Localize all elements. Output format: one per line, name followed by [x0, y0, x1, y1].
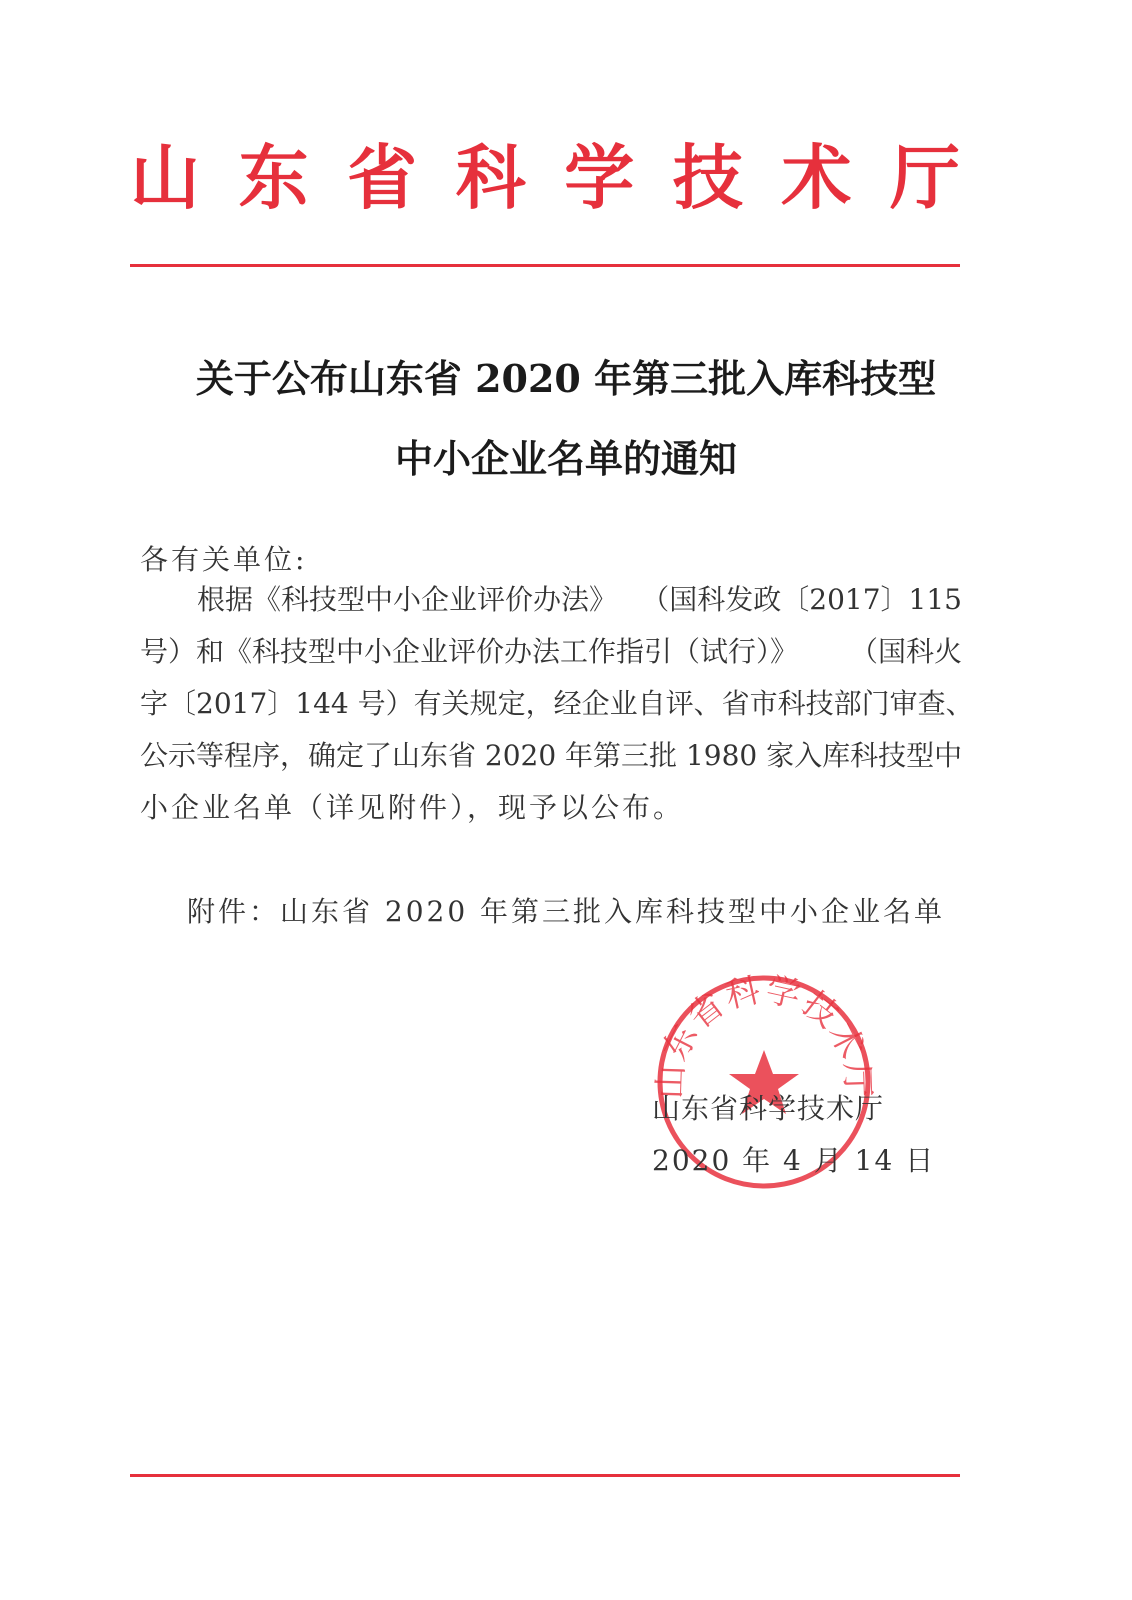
letterhead-divider-top — [130, 264, 960, 267]
letterhead-char: 术 — [781, 137, 852, 219]
document-title-line-1: 关于公布山东省 2020 年第三批入库科技型 — [195, 356, 937, 401]
letterhead-char: 学 — [564, 137, 635, 219]
document-title-line-2: 中小企业名单的通知 — [394, 436, 737, 481]
body-line — [140, 788, 962, 828]
body-segment: 小企业名单（详见附件），现予以公布。 — [140, 791, 685, 824]
letterhead-char: 东 — [238, 137, 309, 219]
signature-date: 2020 年 4 月 14 日 — [652, 1144, 936, 1177]
footer-divider — [130, 1474, 960, 1477]
letterhead-char: 科 — [455, 137, 526, 219]
seal-text: 山东省科学技术厅 — [654, 972, 874, 1100]
body-segment: 字〔2017〕144 号）有关规定，经企业自评、省市科技部门审查、 — [140, 687, 974, 720]
body-segment: （国科火 — [849, 635, 962, 668]
body-line — [140, 684, 974, 724]
letterhead-char: 技 — [672, 137, 743, 219]
letterhead-org-name — [130, 128, 960, 228]
letterhead-char: 厅 — [889, 137, 960, 219]
body-segment: （国科发政〔2017〕115 — [641, 583, 962, 616]
body-segment: 根据《科技型中小企业评价办法》 — [197, 583, 618, 616]
attachment-line: 附件：山东省 2020 年第三批入库科技型中小企业名单 — [187, 895, 946, 928]
body-line — [140, 632, 962, 672]
body-line — [197, 580, 962, 620]
body-line — [140, 736, 962, 776]
letterhead-char: 山 — [130, 137, 200, 219]
body-segment: 公示等程序，确定了山东省 2020 年第三批 1980 家入库科技型中 — [140, 739, 963, 772]
signature-org: 山东省科学技术厅 — [652, 1092, 885, 1125]
letterhead-char: 省 — [347, 137, 418, 219]
salutation: 各有关单位: — [140, 543, 308, 576]
body-segment: 号）和《科技型中小企业评价办法工作指引（试行）》 — [140, 635, 799, 668]
